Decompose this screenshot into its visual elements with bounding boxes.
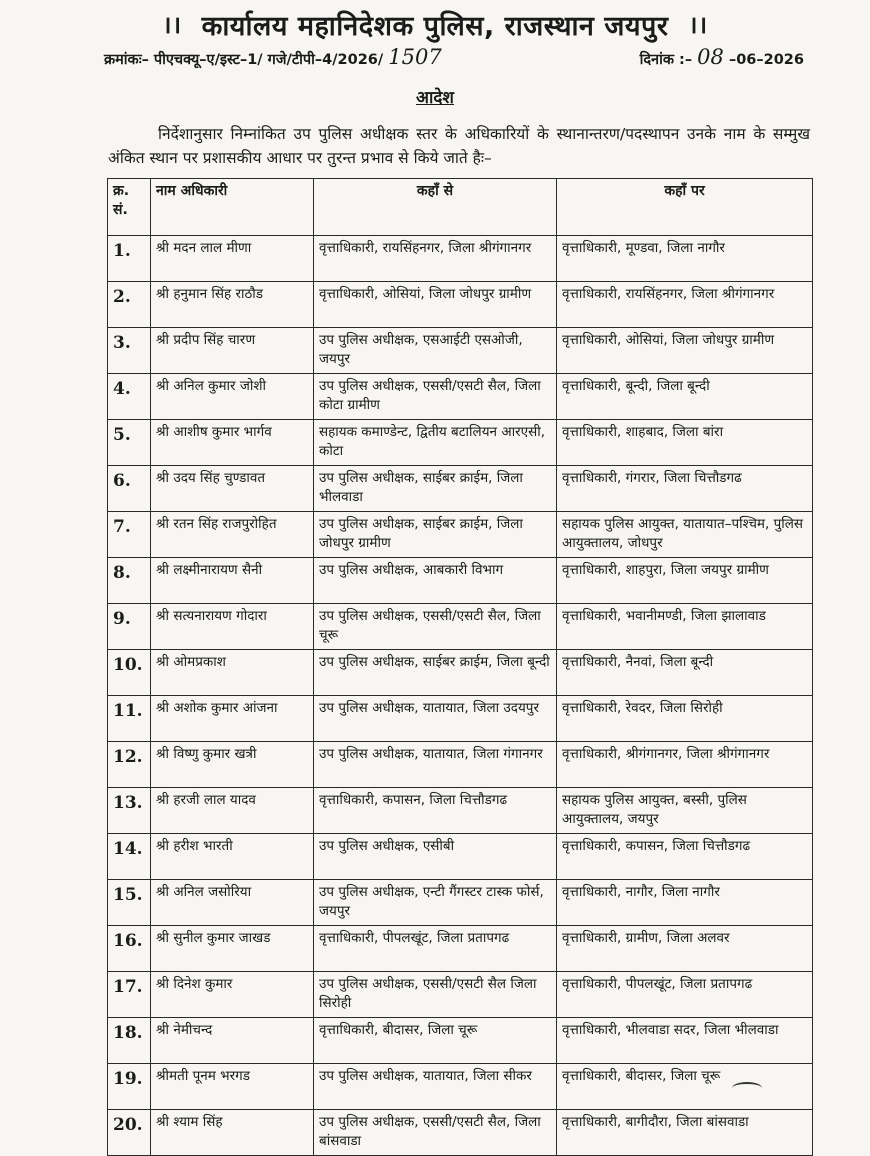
from-cell: सहायक कमाण्डेन्ट, द्वितीय बटालियन आरएसी, कोटा xyxy=(314,420,557,466)
to-cell: वृत्ताधिकारी, शाहपुरा, जिला जयपुर ग्रामीण xyxy=(557,558,813,604)
from-cell: उप पुलिस अधीक्षक, यातायात, जिला गंगानगर xyxy=(314,742,557,788)
reference-line xyxy=(104,45,804,69)
reference-number-text: क्रमांकः– पीएचक्यू–ए/इस्ट–1/ गजे/टीपी–4/2026/ xyxy=(104,52,384,68)
serial-cell: 3. xyxy=(108,328,151,374)
to-cell: वृत्ताधिकारी, ओसियां, जिला जोधपुर ग्रामीण xyxy=(557,328,813,374)
officer-name-cell: श्री हरजी लाल यादव xyxy=(151,788,314,834)
from-cell: उप पुलिस अधीक्षक, एससी/एसटी सैल, जिला कोटा ग्रामीण xyxy=(314,374,557,420)
table-row xyxy=(108,328,813,374)
table-row xyxy=(108,742,813,788)
table-row xyxy=(108,926,813,972)
serial-cell: 11. xyxy=(108,696,151,742)
table-row xyxy=(108,512,813,558)
to-cell: वृत्ताधिकारी, बागीदौरा, जिला बांसवाडा xyxy=(557,1110,813,1156)
handwritten-number: 1507 xyxy=(388,45,442,69)
to-cell: वृत्ताधिकारी, रायसिंहनगर, जिला श्रीगंगानगर xyxy=(557,282,813,328)
officer-name-cell: श्री सत्यनारायण गोदारा xyxy=(151,604,314,650)
header-to: कहाँ पर xyxy=(557,179,813,236)
date-handwritten: 08 xyxy=(697,45,724,69)
from-cell: उप पुलिस अधीक्षक, यातायात, जिला उदयपुर xyxy=(314,696,557,742)
office-header xyxy=(0,6,870,43)
header-bar-left: ।। xyxy=(162,11,182,39)
serial-cell: 1. xyxy=(108,236,151,282)
serial-cell: 13. xyxy=(108,788,151,834)
from-cell: उप पुलिस अधीक्षक, एससी/एसटी सैल, जिला चूरू xyxy=(314,604,557,650)
to-cell: वृत्ताधिकारी, गंगरार, जिला चित्तौडगढ xyxy=(557,466,813,512)
officer-name-cell: श्री प्रदीप सिंह चारण xyxy=(151,328,314,374)
to-cell: सहायक पुलिस आयुक्त, बस्सी, पुलिस आयुक्तालय, जयपुर xyxy=(557,788,813,834)
table-row xyxy=(108,788,813,834)
serial-cell: 14. xyxy=(108,834,151,880)
from-cell: उप पुलिस अधीक्षक, एसीबी xyxy=(314,834,557,880)
from-cell: उप पुलिस अधीक्षक, साईबर क्राईम, जिला जोधपुर ग्रामीण xyxy=(314,512,557,558)
serial-cell: 19. xyxy=(108,1064,151,1110)
from-cell: उप पुलिस अधीक्षक, एन्टी गैंगस्टर टास्क फोर्स, जयपुर xyxy=(314,880,557,926)
from-cell: वृत्ताधिकारी, बीदासर, जिला चूरू xyxy=(314,1018,557,1064)
from-cell: उप पुलिस अधीक्षक, एससी/एसटी सैल जिला सिरोही xyxy=(314,972,557,1018)
to-cell: वृत्ताधिकारी, भवानीमण्डी, जिला झालावाड xyxy=(557,604,813,650)
to-cell: वृत्ताधिकारी, बून्दी, जिला बून्दी xyxy=(557,374,813,420)
from-cell: वृत्ताधिकारी, रायसिंहनगर, जिला श्रीगंगानगर xyxy=(314,236,557,282)
header-serial: क्र. सं. xyxy=(108,179,151,236)
serial-cell: 7. xyxy=(108,512,151,558)
table-row xyxy=(108,236,813,282)
office-title: कार्यालय महानिदेशक पुलिस, राजस्थान जयपुर xyxy=(201,11,669,42)
header-from: कहाँ से xyxy=(314,179,557,236)
order-heading-wrap xyxy=(0,85,870,108)
table-row xyxy=(108,834,813,880)
table-row xyxy=(108,374,813,420)
officer-name-cell: श्री अनिल कुमार जोशी xyxy=(151,374,314,420)
to-cell: वृत्ताधिकारी, रेवदर, जिला सिरोही xyxy=(557,696,813,742)
table-row xyxy=(108,420,813,466)
to-cell: वृत्ताधिकारी, बीदासर, जिला चूरू xyxy=(557,1064,813,1110)
intro-paragraph: निर्देशानुसार निम्नांकित उप पुलिस अधीक्षक स्तर के अधिकारियों के स्थानान्तरण/पदस्थापन उनके नाम के सम्मुख अंकित स्थान पर प्रशासकीय आधार पर तुरन्त प्रभाव से किये जाते हैः– xyxy=(108,125,810,167)
to-cell: वृत्ताधिकारी, नागौर, जिला नागौर xyxy=(557,880,813,926)
table-row xyxy=(108,466,813,512)
officer-name-cell: श्री रतन सिंह राजपुरोहित xyxy=(151,512,314,558)
to-cell: वृत्ताधिकारी, ग्रामीण, जिला अलवर xyxy=(557,926,813,972)
officer-name-cell: श्री हरीश भारती xyxy=(151,834,314,880)
serial-cell: 12. xyxy=(108,742,151,788)
officer-name-cell: श्री लक्ष्मीनारायण सैनी xyxy=(151,558,314,604)
header-bar-right: ।। xyxy=(688,11,708,39)
from-cell: वृत्ताधिकारी, ओसियां, जिला जोधपुर ग्रामीण xyxy=(314,282,557,328)
officer-name-cell: श्री श्याम सिंह xyxy=(151,1110,314,1156)
serial-cell: 20. xyxy=(108,1110,151,1156)
from-cell: उप पुलिस अधीक्षक, साईबर क्राईम, जिला बून्दी xyxy=(314,650,557,696)
table-row xyxy=(108,880,813,926)
from-cell: उप पुलिस अधीक्षक, एसआईटी एसओजी, जयपुर xyxy=(314,328,557,374)
officer-name-cell: श्रीमती पूनम भरगड xyxy=(151,1064,314,1110)
serial-cell: 5. xyxy=(108,420,151,466)
to-cell: वृत्ताधिकारी, पीपलखूंट, जिला प्रतापगढ xyxy=(557,972,813,1018)
table-row xyxy=(108,558,813,604)
from-cell: वृत्ताधिकारी, पीपलखूंट, जिला प्रतापगढ xyxy=(314,926,557,972)
to-cell: वृत्ताधिकारी, मूण्डवा, जिला नागौर xyxy=(557,236,813,282)
officer-name-cell: श्री ओमप्रकाश xyxy=(151,650,314,696)
order-date xyxy=(640,45,804,69)
serial-cell: 4. xyxy=(108,374,151,420)
table-row xyxy=(108,1110,813,1156)
to-cell: वृत्ताधिकारी, श्रीगंगानगर, जिला श्रीगंगानगर xyxy=(557,742,813,788)
date-label: दिनांक :– xyxy=(639,52,693,68)
order-heading: आदेश xyxy=(416,88,454,108)
to-cell: वृत्ताधिकारी, शाहबाद, जिला बांरा xyxy=(557,420,813,466)
officer-name-cell: श्री सुनील कुमार जाखड xyxy=(151,926,314,972)
to-cell: सहायक पुलिस आयुक्त, यातायात–पश्चिम, पुलिस आयुक्तालय, जोधपुर xyxy=(557,512,813,558)
officer-name-cell: श्री आशीष कुमार भार्गव xyxy=(151,420,314,466)
serial-cell: 18. xyxy=(108,1018,151,1064)
table-row xyxy=(108,1018,813,1064)
serial-cell: 10. xyxy=(108,650,151,696)
to-cell: वृत्ताधिकारी, भीलवाडा सदर, जिला भीलवाडा xyxy=(557,1018,813,1064)
serial-cell: 16. xyxy=(108,926,151,972)
table-row xyxy=(108,1064,813,1110)
serial-cell: 6. xyxy=(108,466,151,512)
table-row xyxy=(108,604,813,650)
from-cell: उप पुलिस अधीक्षक, आबकारी विभाग xyxy=(314,558,557,604)
to-cell: वृत्ताधिकारी, कपासन, जिला चित्तौडगढ xyxy=(557,834,813,880)
officer-name-cell: श्री अशोक कुमार आंजना xyxy=(151,696,314,742)
from-cell: उप पुलिस अधीक्षक, साईबर क्राईम, जिला भीलवाडा xyxy=(314,466,557,512)
header-officer-name: नाम अधिकारी xyxy=(151,179,314,236)
officer-name-cell: श्री नेमीचन्द xyxy=(151,1018,314,1064)
table-row xyxy=(108,282,813,328)
reference-number xyxy=(104,45,442,69)
from-cell: उप पुलिस अधीक्षक, एससी/एसटी सैल, जिला बांसवाडा xyxy=(314,1110,557,1156)
officer-name-cell: श्री उदय सिंह चुण्डावत xyxy=(151,466,314,512)
officer-name-cell: श्री हनुमान सिंह राठौड xyxy=(151,282,314,328)
serial-cell: 9. xyxy=(108,604,151,650)
officer-name-cell: श्री दिनेश कुमार xyxy=(151,972,314,1018)
officer-name-cell: श्री अनिल जसोरिया xyxy=(151,880,314,926)
serial-cell: 15. xyxy=(108,880,151,926)
serial-cell: 17. xyxy=(108,972,151,1018)
table-row xyxy=(108,650,813,696)
page-mark xyxy=(732,1082,762,1094)
officer-name-cell: श्री विष्णु कुमार खत्री xyxy=(151,742,314,788)
officer-name-cell: श्री मदन लाल मीणा xyxy=(151,236,314,282)
table-row xyxy=(108,972,813,1018)
date-rest: –06–2026 xyxy=(728,52,804,68)
transfer-table xyxy=(107,178,813,1156)
serial-cell: 2. xyxy=(108,282,151,328)
from-cell: उप पुलिस अधीक्षक, यातायात, जिला सीकर xyxy=(314,1064,557,1110)
table-header-row xyxy=(108,179,813,236)
table-row xyxy=(108,696,813,742)
to-cell: वृत्ताधिकारी, नैनवां, जिला बून्दी xyxy=(557,650,813,696)
serial-cell: 8. xyxy=(108,558,151,604)
from-cell: वृत्ताधिकारी, कपासन, जिला चित्तौडगढ xyxy=(314,788,557,834)
